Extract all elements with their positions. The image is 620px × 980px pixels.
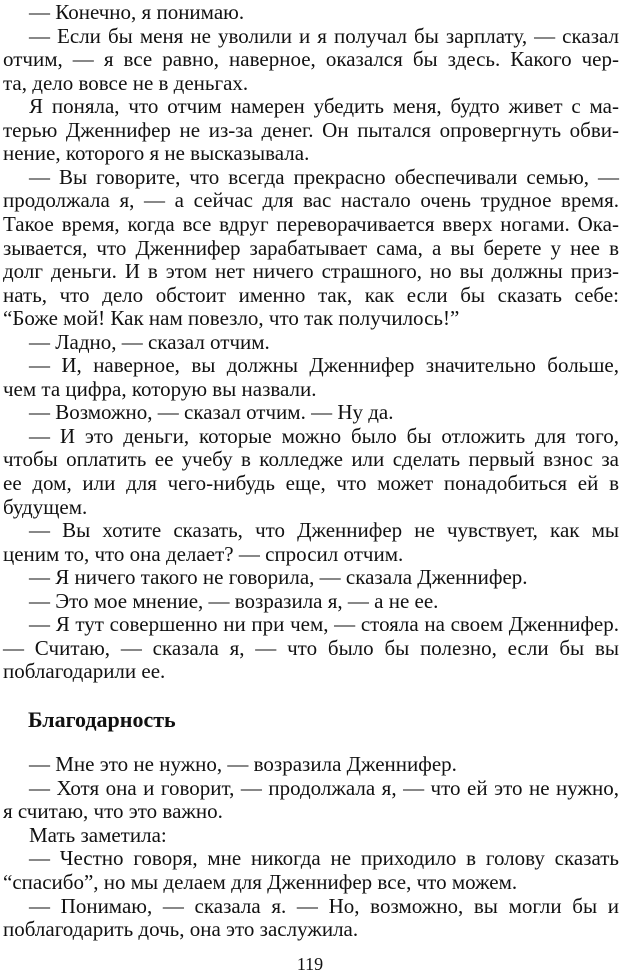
line-text: зывается, что Дженнифер зарабатывает сама, а вы берете у нее в — [3, 235, 619, 260]
line-text: — Конечно, я понимаю. — [29, 0, 245, 24]
text-line — [0, 165, 620, 189]
line-text: — Возможно, — сказал отчим. — Ну да. — [29, 400, 394, 425]
line-text: — Честно говоря, мне никогда не приходило в голову сказать — [29, 846, 619, 871]
text-line — [0, 188, 620, 212]
line-text: — Ладно, — сказал отчим. — [29, 329, 270, 354]
text-line — [0, 118, 620, 142]
line-text: — Это мое мнение, — возразила я, — а не ее. — [29, 588, 439, 613]
text-line — [0, 799, 620, 823]
line-text: чем та цифра, которую вы назвали. — [3, 376, 317, 401]
line-text: чтобы оплатить ее учебу в колледже или сделать первый взнос за — [3, 447, 619, 472]
line-text: нать, что дело обстоит именно так, как если бы сказать себе: — [3, 282, 619, 307]
text-line — [0, 71, 620, 95]
line-text: та, дело вовсе не в деньгах. — [3, 70, 249, 95]
line-text: — Мне это не нужно, — возразила Дженнифер. — [29, 752, 457, 776]
text-line — [0, 94, 620, 118]
text-line — [0, 0, 620, 24]
line-text: долг деньги. И в этом нет ничего страшного, но вы должны приз- — [3, 259, 619, 284]
page-number: 119 — [296, 954, 324, 974]
text-line — [0, 823, 620, 847]
section-heading: Благодарность — [28, 707, 176, 732]
line-text: поблагодарить дочь, она это заслужила. — [3, 917, 359, 942]
text-line — [0, 377, 620, 401]
line-text: — Я ничего такого не говорила, — сказала Дженнифер. — [29, 565, 528, 590]
text-line — [0, 870, 620, 894]
line-text: продолжала я, — а сейчас для вас настало очень трудное время. — [3, 188, 619, 213]
text-line — [0, 612, 620, 636]
text-line — [0, 47, 620, 71]
line-text: ее дом, или для чего-нибудь еще, что может понадобиться ей в — [3, 471, 619, 495]
text-line — [0, 846, 620, 870]
text-line — [0, 589, 620, 613]
text-line — [0, 236, 620, 260]
text-line — [0, 917, 620, 941]
line-text: “Боже мой! Как нам повезло, что так получилось!” — [3, 306, 460, 331]
text-line — [0, 542, 620, 566]
line-text: Такое время, когда все вдруг переворачивается вверх ногами. Ока- — [3, 211, 619, 236]
text-line — [0, 636, 620, 660]
line-text: — Я тут совершенно ни при чем, — стояла на своем Дженнифер. — [29, 612, 619, 637]
line-text: — Хотя она и говорит, — продолжала я, — что ей это не нужно, — [29, 775, 619, 800]
line-text: Мать заметила: — [29, 822, 167, 847]
text-line — [0, 330, 620, 354]
text-line — [0, 518, 620, 542]
line-text: я считаю, что это важно. — [3, 799, 223, 824]
text-line — [0, 424, 620, 448]
line-text: нение, которого я не высказывала. — [3, 141, 310, 166]
line-text: будущем. — [3, 494, 88, 519]
line-text: поблагодарили ее. — [3, 659, 166, 684]
text-line — [0, 471, 620, 495]
line-text: — Вы хотите сказать, что Дженнифер не чувствует, как мы — [29, 518, 619, 543]
text-line — [0, 565, 620, 589]
text-line — [0, 212, 620, 236]
text-line — [0, 283, 620, 307]
line-text: — И, наверное, вы должны Дженнифер значительно больше, — [29, 353, 619, 378]
line-text: — И это деньги, которые можно было бы отложить для того, — [29, 423, 619, 448]
line-text: терью Дженнифер не из-за денег. Он пытался опровергнуть обви- — [3, 117, 619, 142]
line-text: отчим, — я все равно, наверное, оказался бы здесь. Какого чер- — [3, 47, 619, 72]
text-line — [0, 24, 620, 48]
text-line — [0, 400, 620, 424]
text-line — [0, 894, 620, 918]
text-line — [0, 752, 620, 776]
text-line — [0, 306, 620, 330]
line-text: — Если бы меня не уволили и я получал бы зарплату, — сказал — [29, 23, 619, 48]
line-text: “спасибо”, но мы делаем для Дженнифер все, что можем. — [3, 870, 518, 894]
line-text: — Понимаю, — сказала я. — Но, возможно, вы могли бы и — [29, 893, 619, 918]
line-text: Я поняла, что отчим намерен убедить меня, будто живет с ма- — [29, 94, 619, 119]
text-line — [0, 259, 620, 283]
text-line — [0, 353, 620, 377]
text-line — [0, 776, 620, 800]
line-text: — Считаю, — сказала я, — что было бы полезно, если бы вы — [3, 635, 619, 660]
line-text: ценим то, что она делает? — спросил отчим. — [3, 541, 404, 566]
text-line — [0, 141, 620, 165]
line-text: — Вы говорите, что всегда прекрасно обеспечивали семью, — — [29, 164, 619, 189]
text-line — [0, 447, 620, 471]
text-line — [0, 659, 620, 683]
text-line — [0, 495, 620, 519]
